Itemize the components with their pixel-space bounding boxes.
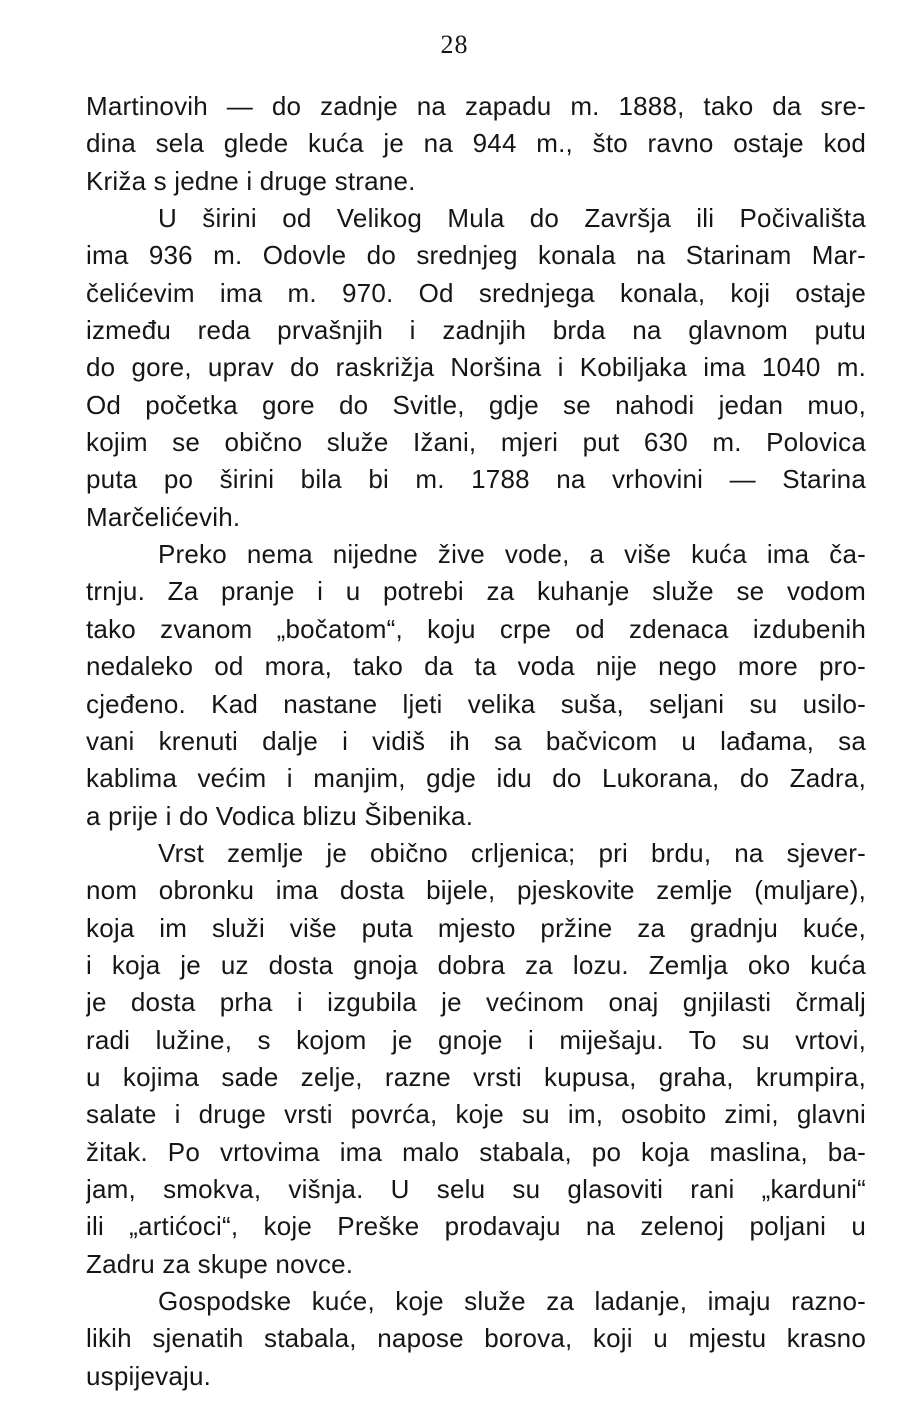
text-line: ima 936 m. Odovle do srednjeg konala na Starinam Mar-: [86, 240, 866, 271]
text-line: Martinovih — do zadnje na zapadu m. 1888, tako da sre-: [86, 91, 866, 121]
text-line: salate i druge vrsti povrća, koje su im, osobito zimi, glavni: [86, 1099, 866, 1130]
page-number: 28: [440, 30, 469, 59]
text-line: radi lužine, s kojom je gnoje i miješaju. To su vrtovi,: [86, 1024, 866, 1055]
text-line: Vrst zemlje je obično crljenica; pri brdu, na sjever-: [158, 837, 866, 868]
text-line: trnju. Za pranje i u potrebi za kuhanje služe se vodom: [86, 576, 866, 607]
text-line: vani krenuti dalje i vidiš ih sa bačvicom u lađama, sa: [86, 725, 866, 756]
text-line: i koja je uz dosta gnoja dobra za lozu. Zemlja oko kuća: [86, 949, 866, 980]
text-line: uspijevaju.: [86, 1360, 212, 1391]
text-line: cjeđeno. Kad nastane ljeti velika suša, seljani su usilo-: [86, 688, 866, 719]
text-line: a prije i do Vodica blizu Šibenika.: [86, 800, 474, 831]
text-line: kablima većim i manjim, gdje idu do Lukorana, do Zadra,: [86, 763, 866, 794]
paragraph: [86, 88, 866, 200]
paragraph: [86, 200, 866, 536]
text-line: Gospodske kuće, koje služe za ladanje, imaju razno-: [158, 1286, 866, 1316]
text-line: nom obronku ima dosta bijele, pjeskovite zemlje (muljare),: [86, 875, 866, 906]
text-line: Marčelićevih.: [86, 501, 241, 532]
text-line: tako zvanom „bočatom“, koju crpe od zdenaca izdubenih: [86, 613, 866, 644]
text-line: U širini od Velikog Mula do Završja ili Počivališta: [158, 203, 866, 234]
text-line: kojim se obično služe Ižani, mjeri put 630 m. Polovica: [86, 427, 866, 458]
text-line: Od početka gore do Svitle, gdje se nahodi jedan muo,: [86, 389, 866, 420]
text-line: žitak. Po vrtovima ima malo stabala, po koja maslina, ba-: [86, 1136, 866, 1167]
text-line: ili „artićoci“, koje Preške prodavaju na zelenoj poljani u: [86, 1211, 866, 1242]
text-line: čelićevim ima m. 970. Od srednjega konala, koji ostaje: [86, 277, 866, 308]
text-line: Križa s jedne i druge strane.: [86, 165, 416, 196]
text-line: je dosta prha i izgubila je većinom onaj gnjilasti črmalj: [86, 987, 866, 1018]
body-text: [86, 88, 866, 1395]
text-line: Preko nema nijedne žive vode, a više kuća ima ča-: [158, 539, 866, 570]
text-line: između reda prvašnjih i zadnjih brda na glavnom putu: [86, 315, 866, 346]
text-line: jam, smokva, višnja. U selu su glasoviti rani „karduni“: [86, 1173, 866, 1204]
text-line: do gore, uprav do raskrižja Noršina i Kobiljaka ima 1040 m.: [86, 352, 866, 383]
paragraph: [86, 536, 866, 835]
text-line: u kojima sade zelje, razne vrsti kupusa, graha, krumpira,: [86, 1061, 866, 1092]
text-line: koja im služi više puta mjesto pržine za gradnju kuće,: [86, 912, 866, 943]
paragraph: [86, 1283, 866, 1395]
text-line: Zadru za skupe novce.: [86, 1248, 354, 1279]
text-line: dina sela glede kuća je na 944 m., što ravno ostaje kod: [86, 128, 866, 159]
text-line: likih sjenatih stabala, napose borova, koji u mjestu krasno: [86, 1323, 866, 1354]
text-line: nedaleko od mora, tako da ta voda nije nego more pro-: [86, 651, 866, 682]
text-line: puta po širini bila bi m. 1788 na vrhovini — Starina: [86, 464, 866, 495]
paragraph: [86, 835, 866, 1283]
